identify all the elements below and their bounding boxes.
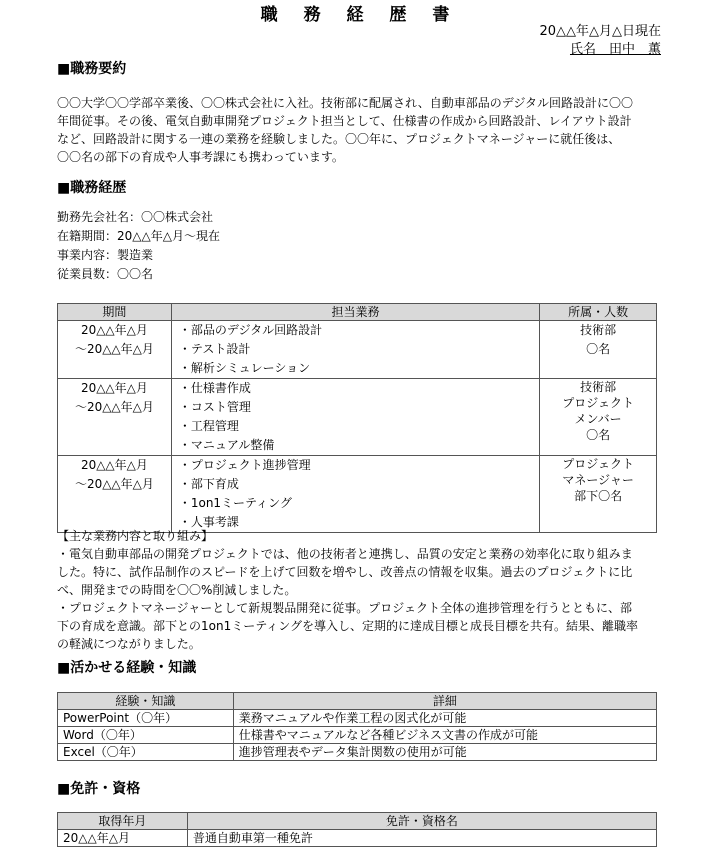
dept-cell: 技術部 プロジェクト メンバー 〇名 <box>540 379 657 456</box>
history-table <box>57 303 657 533</box>
table-header-row <box>58 813 657 830</box>
table-row <box>58 830 657 847</box>
dept-cell: プロジェクト マネージャー 部下〇名 <box>540 456 657 533</box>
business-type: 事業内容：製造業 <box>57 248 154 262</box>
notes-line: した。特に、試作品制作のスピードを上げて回数を増やし、改善点の情報を収集。過去のプロジェクトに比 <box>57 565 633 579</box>
employment-period: 在籍期間：20△△年△月～現在 <box>57 229 220 243</box>
skill-name: Word（〇年） <box>58 727 234 744</box>
history-heading: ■職務経歴 <box>57 180 127 196</box>
skill-detail: 業務マニュアルや作業工程の図式化が可能 <box>233 710 656 727</box>
summary-line: 年間従事。その後、電気自動車開発プロジェクト担当として、仕様書の作成から回路設計、レイアウト設計 <box>57 114 632 128</box>
period-cell: 20△△年△月 ～20△△年△月 <box>58 379 172 456</box>
notes-line: 下の育成を意識。部下との1on1ミーティングを導入し、定期的に達成目標と成長目標を共有。結果、離職率 <box>57 619 639 633</box>
period-cell: 20△△年△月 ～20△△年△月 <box>58 456 172 533</box>
skill-name: Excel（〇年） <box>58 744 234 761</box>
notes-line: ・電気自動車部品の開発プロジェクトでは、他の技術者と連携し、品質の安定と業務の効率化に取り組みま <box>57 547 633 561</box>
column-header: 取得年月 <box>58 813 188 830</box>
summary-heading: ■職務要約 <box>57 61 127 77</box>
table-row <box>58 727 657 744</box>
column-header: 期間 <box>58 304 172 321</box>
company-info <box>57 208 220 284</box>
table-row <box>58 379 657 456</box>
employee-count: 従業員数：〇〇名 <box>57 267 154 281</box>
licenses-heading: ■免許・資格 <box>57 781 141 797</box>
skill-detail: 仕様書やマニュアルなど各種ビジネス文書の作成が可能 <box>233 727 656 744</box>
column-header: 経験・知識 <box>58 693 234 710</box>
license-date: 20△△年△月 <box>58 830 188 847</box>
applicant-name: 氏名 田中 薫 <box>569 42 661 57</box>
notes-line: べ、開発までの時間を〇〇%削減しました。 <box>57 583 297 597</box>
column-header: 免許・資格名 <box>187 813 656 830</box>
table-row <box>58 710 657 727</box>
licenses-table <box>57 812 657 847</box>
history-notes <box>57 527 662 653</box>
table-header-row <box>58 304 657 321</box>
notes-heading: 【主な業務内容と取り組み】 <box>57 529 214 543</box>
company-name: 勤務先会社名：〇〇株式会社 <box>57 210 214 224</box>
table-row <box>58 744 657 761</box>
table-header-row <box>58 693 657 710</box>
column-header: 担当業務 <box>171 304 539 321</box>
document-title: 職 務 経 歴 書 <box>260 5 460 25</box>
column-header: 所属・人数 <box>540 304 657 321</box>
table-row <box>58 321 657 379</box>
dept-cell: 技術部 〇名 <box>540 321 657 379</box>
summary-line: 〇〇名の部下の育成や人事考課にも携わっています。 <box>57 150 344 164</box>
summary-line: 〇〇大学〇〇学部卒業後、〇〇株式会社に入社。技術部に配属され、自動車部品のデジタル回路設計に〇〇 <box>57 96 634 110</box>
duties-cell: ・部品のデジタル回路設計 ・テスト設計 ・解析シミュレーション <box>171 321 539 379</box>
document-date: 20△△年△月△日現在 <box>539 24 661 39</box>
period-cell: 20△△年△月 ～20△△年△月 <box>58 321 172 379</box>
notes-line: ・プロジェクトマネージャーとして新規製品開発に従事。プロジェクト全体の進捗管理を行うとともに、部 <box>57 601 633 615</box>
skills-table <box>57 692 657 761</box>
summary-line: など、回路設計に関する一連の業務を経験しました。〇〇年に、プロジェクトマネージャーに就任後は、 <box>57 132 621 146</box>
table-row <box>58 456 657 533</box>
skill-name: PowerPoint（〇年） <box>58 710 234 727</box>
license-name: 普通自動車第一種免許 <box>187 830 656 847</box>
skills-heading: ■活かせる経験・知識 <box>57 660 197 676</box>
duties-cell: ・プロジェクト進捗管理 ・部下育成 ・1on1ミーティング ・人事考課 <box>171 456 539 533</box>
duties-cell: ・仕様書作成 ・コスト管理 ・工程管理 ・マニュアル整備 <box>171 379 539 456</box>
summary-text <box>57 94 662 166</box>
column-header: 詳細 <box>233 693 656 710</box>
skill-detail: 進捗管理表やデータ集計関数の使用が可能 <box>233 744 656 761</box>
notes-line: の軽減につながりました。 <box>57 637 201 651</box>
